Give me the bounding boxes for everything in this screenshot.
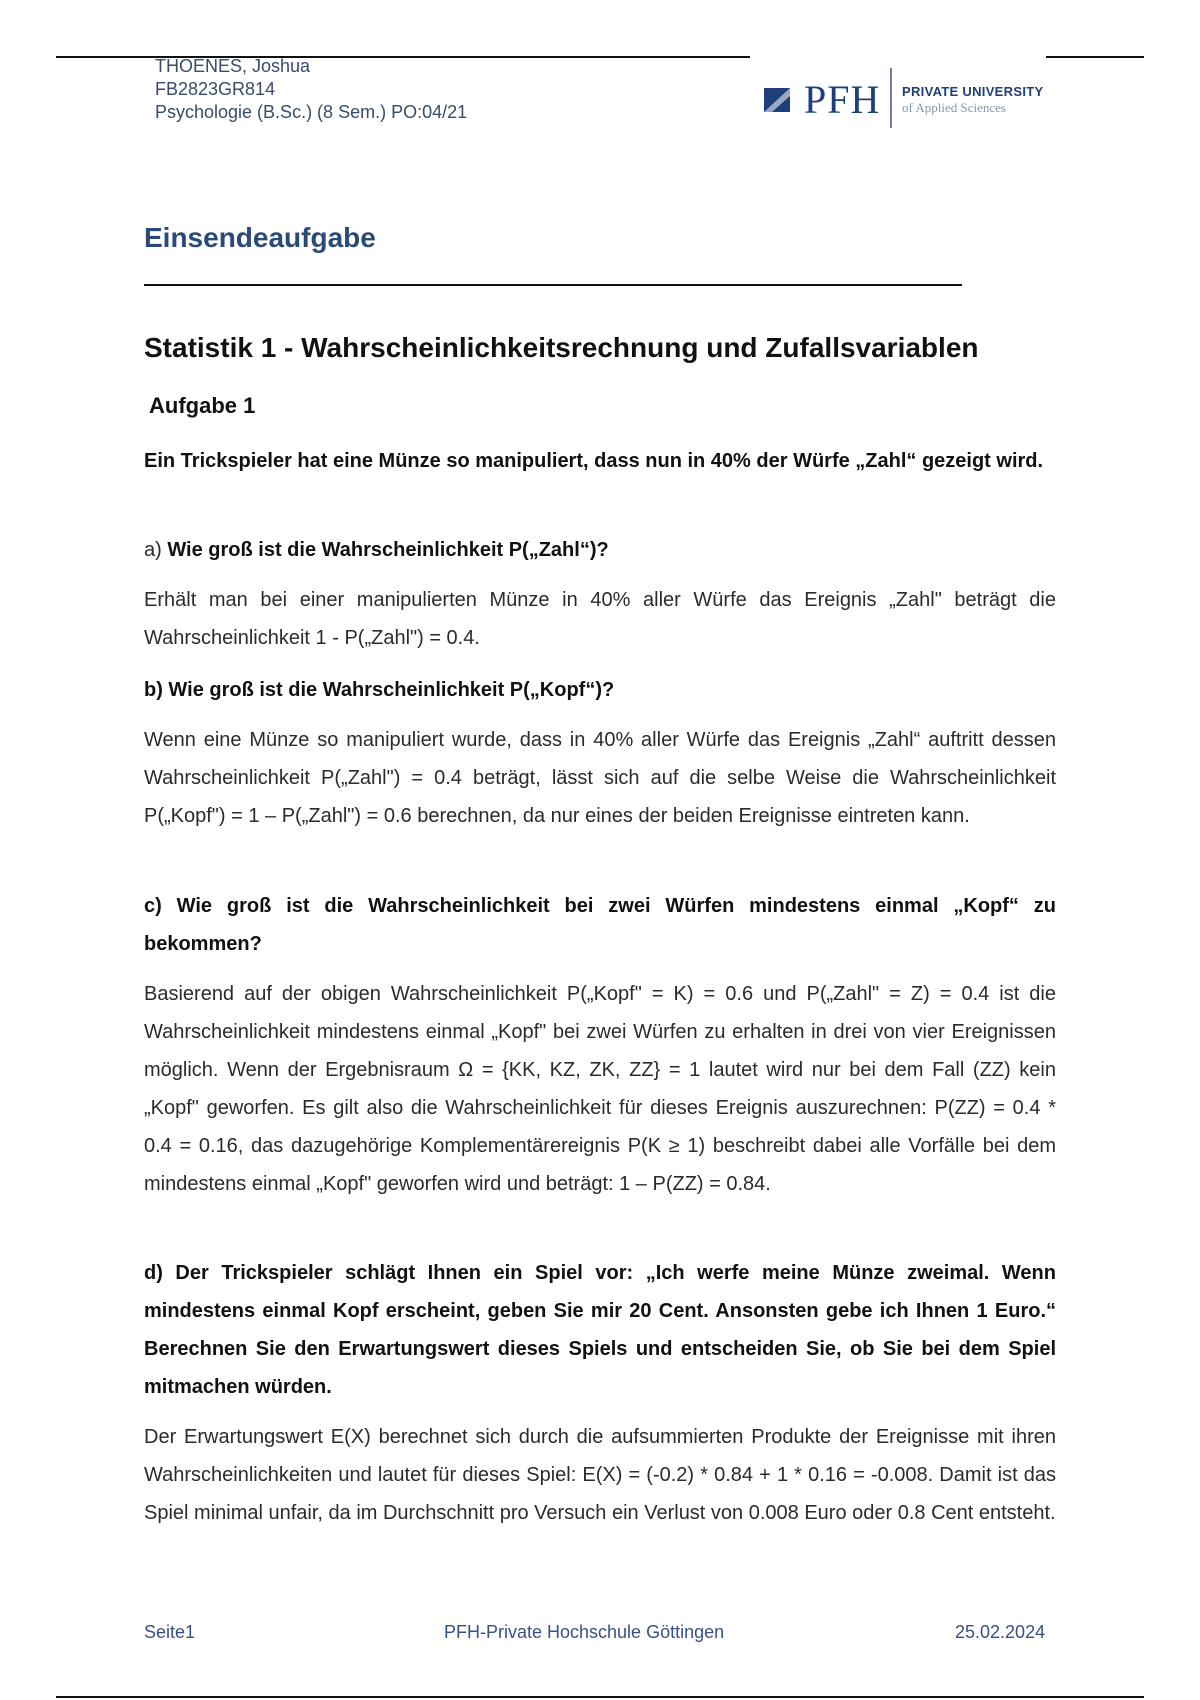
question-a-prefix: a) [144,539,168,561]
footer-rule [56,1696,1144,1698]
title-underline [144,284,962,286]
student-name: THOENES, Joshua [155,56,311,76]
pfh-logo [764,66,1044,130]
footer-date: 25.02.2024 [955,1622,1046,1642]
logo-subtitle-2: of Applied Sciences [902,100,1006,115]
document-title: Einsendeaufgabe [144,222,376,253]
header-rule-right [1046,56,1144,58]
logo-divider [890,68,892,128]
question-c: c) Wie groß ist die Wahrscheinlichkeit bei zwei Würfen mindestens einmal „Kopf“ zu bekommen? [144,895,1056,955]
logo-subtitle-1: PRIVATE UNIVERSITY [902,84,1044,99]
question-d: d) Der Trickspieler schlägt Ihnen ein Spiel vor: „Ich werfe meine Münze zweimal. Wenn mindestens einmal Kopf erscheint, geben Sie mir 20 Cent. Ansonsten gebe ich Ihnen 1 Euro.“ Berechnen Sie den Erwartungswert dieses Spiels und entscheiden Sie, ob Sie bei dem Spiel mitmachen würden. [144,1262,1056,1398]
pfh-logo-mark-icon [764,88,790,112]
answer-a: Erhält man bei einer manipulierten Münze in 40% aller Würfe das Ereignis „Zahl" beträgt die Wahrscheinlichkeit 1 - P(„Zahl") = 0.4. [144,589,1056,649]
footer-institution: PFH-Private Hochschule Göttingen [444,1622,725,1642]
study-program: Psychologie (B.Sc.) (8 Sem.) PO:04/21 [155,102,468,122]
question-b: b) Wie groß ist die Wahrscheinlichkeit P(„Kopf“)? [144,679,615,701]
answer-d: Der Erwartungswert E(X) berechnet sich durch die aufsummierten Produkte der Ereignisse mit ihren Wahrscheinlichkeiten und lautet für dieses Spiel: E(X) = (-0.2) * 0.84 + 1 * 0.16 = -0.008. Damit ist das Spiel minimal unfair, da im Durchschnitt pro Versuch ein Verlust von 0.008 Euro oder 0.8 Cent entsteht. [144,1426,1056,1524]
question-a-text: Wie groß ist die Wahrscheinlichkeit P(„Zahl“)? [167,539,609,561]
student-id: FB2823GR814 [155,79,276,99]
logo-text: PFH [804,77,881,122]
section-heading: Statistik 1 - Wahrscheinlichkeitsrechnung und Zufallsvariablen [144,332,979,363]
task-intro: Ein Trickspieler hat eine Münze so manipuliert, dass nun in 40% der Würfe „Zahl“ gezeigt wird. [144,450,1044,472]
question-a [144,531,1056,569]
answer-b: Wenn eine Münze so manipuliert wurde, dass in 40% aller Würfe das Ereignis „Zahl“ auftritt dessen Wahrscheinlichkeit P(„Zahl") = 0.4 beträgt, lässt sich auf die selbe Weise die Wahrscheinlichkeit P(„Kopf") = 1 – P(„Zahl") = 0.6 berechnen, da nur eines der beiden Ereignisse eintreten kann. [144,729,1056,827]
answer-c: Basierend auf der obigen Wahrscheinlichkeit P(„Kopf" = K) = 0.6 und P(„Zahl" = Z) = 0.4 ist die Wahrscheinlichkeit mindestens einmal „Kopf" bei zwei Würfen zu erhalten in drei von vier Ereignissen möglich. Wenn der Ergebnisraum Ω = {KK, KZ, ZK, ZZ} = 1 lautet wird nur bei dem Fall (ZZ) kein „Kopf" geworfen. Es gilt also die Wahrscheinlichkeit für dieses Ereignis auszurechnen: P(ZZ) = 0.4 * 0.4 = 0.16, das dazugehörige Komplementärereignis P(K ≥ 1) beschreibt dabei alle Vorfälle bei dem mindestens einmal „Kopf" geworfen wird und beträgt: 1 – P(ZZ) = 0.84. [144,983,1056,1195]
footer-page-number: Seite1 [144,1622,196,1642]
task-label: Aufgabe 1 [149,393,256,418]
